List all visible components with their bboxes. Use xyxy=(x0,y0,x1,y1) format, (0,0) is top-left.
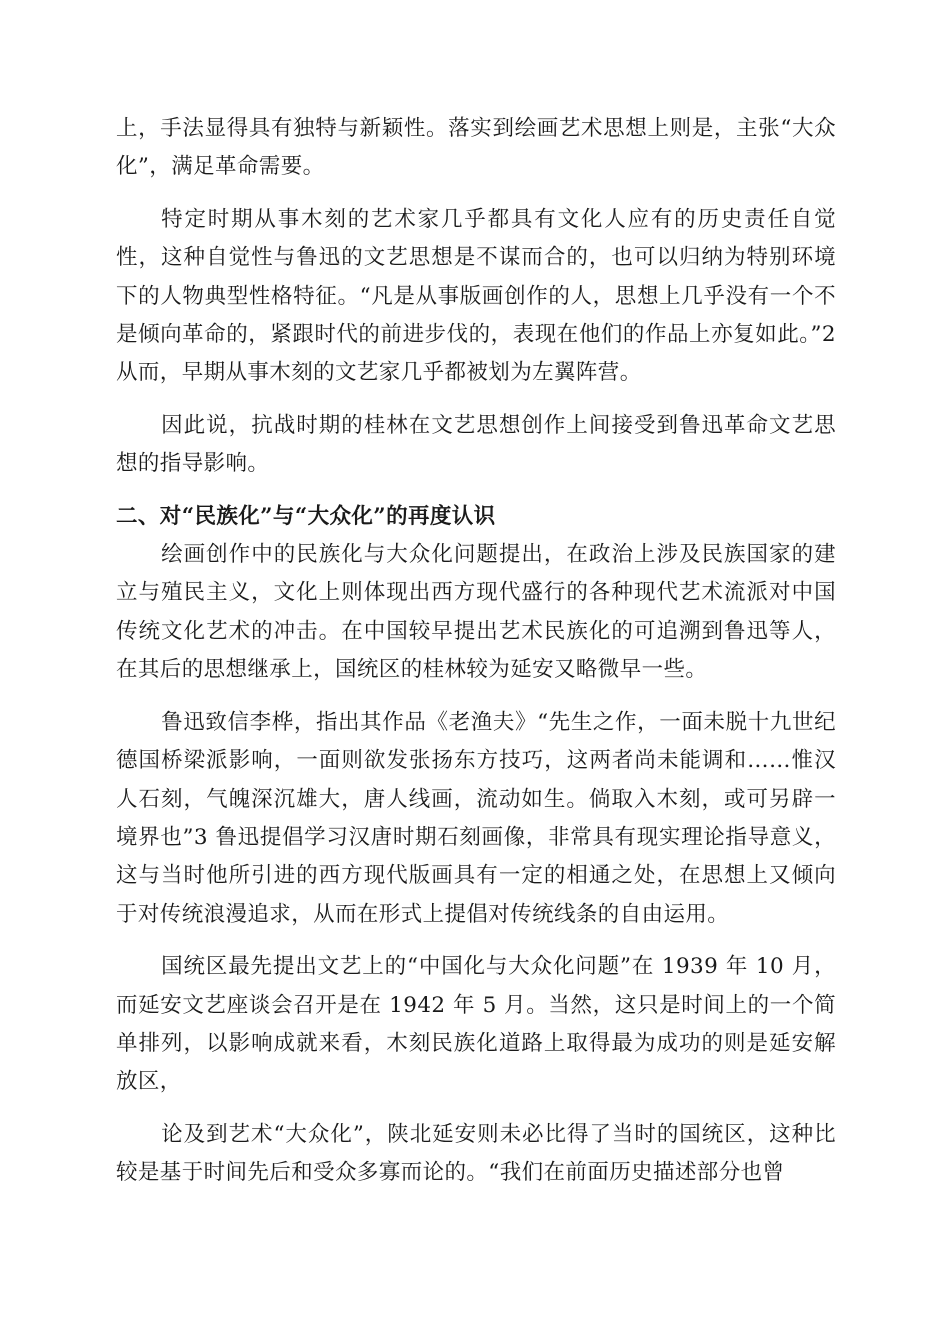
paragraph-nationalization: 绘画创作中的民族化与大众化问题提出，在政治上涉及民族国家的建立与殖民主义，文化上则体现出西方现代盛行的各种现代艺术流派对中国传统文化艺术的冲击。在中国较早提出艺术民族化的可追溯到鲁迅等人，在其后的思想继承上，国统区的桂林较为延安又略微早一些。 xyxy=(116,542,836,683)
document-page xyxy=(116,110,836,1193)
section-heading: 二、对“民族化”与“大众化”的再度认识 xyxy=(116,503,496,529)
paragraph-timeline: 国统区最先提出文艺上的“中国化与大众化问题”在 1939 年 10 月，而延安文艺座谈会召开是在 1942 年 5 月。当然，这只是时间上的一个简单排列，以影响成就来看，木刻民族化道路上取得最为成功的则是延安解放区， xyxy=(116,954,836,1095)
paragraph-popularization: 论及到艺术“大众化”，陕北延安则未必比得了当时的国统区，这种比较是基于时间先后和受众多寡而论的。“我们在前面历史描述部分也曾 xyxy=(116,1121,836,1186)
paragraph-luxun-letter: 鲁迅致信李桦，指出其作品《老渔夫》“先生之作，一面未脱十九世纪德国桥梁派影响，一面则欲发张扬东方技巧，这两者尚未能调和……惟汉人石刻，气魄深沉雄大，唐人线画，流动如生。倘取入木刻，或可另辟一境界也”3 鲁迅提倡学习汉唐时期石刻画像，非常具有现实理论指导意义，这与当时他所引进的西方现代版画具有一定的相通之处，在思想上又倾向于对传统浪漫追求，从而在形式上提倡对传统线条的自由运用。 xyxy=(116,709,836,927)
paragraph-woodcut-artists: 特定时期从事木刻的艺术家几乎都具有文化人应有的历史责任自觉性，这种自觉性与鲁迅的文艺思想是不谋而合的，也可以归纳为特别环境下的人物典型性格特征。“凡是从事版画创作的人，思想上几乎没有一个不是倾向革命的，紧跟时代的前进步伐的，表现在他们的作品上亦复如此。”2 从而，早期从事木刻的文艺家几乎都被划为左翼阵营。 xyxy=(116,206,836,386)
paragraph-guilin-conclusion: 因此说，抗战时期的桂林在文艺思想创作上间接受到鲁迅革命文艺思想的指导影响。 xyxy=(116,412,836,477)
paragraph-continuation: 上，手法显得具有独特与新颖性。落实到绘画艺术思想上则是，主张“大众化”，满足革命需要。 xyxy=(116,116,836,180)
